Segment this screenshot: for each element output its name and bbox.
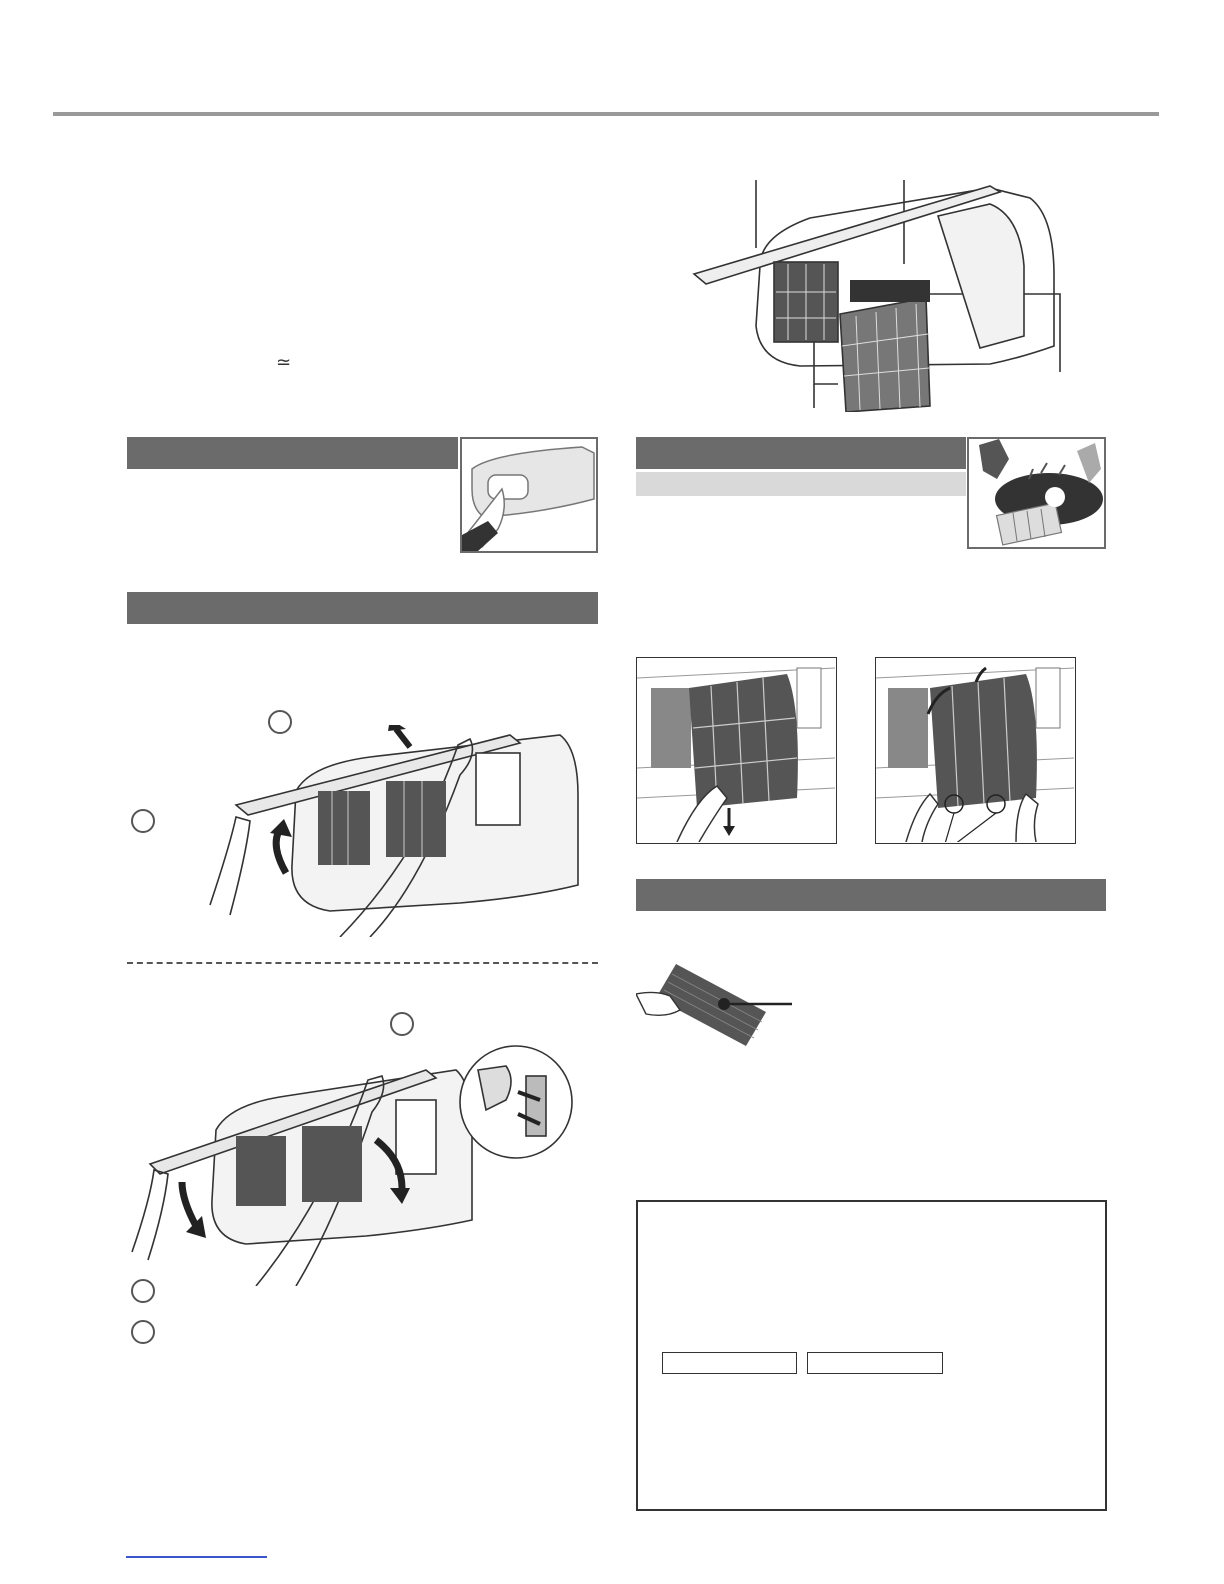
section-bar-filter <box>636 437 966 469</box>
footer-link-underline[interactable] <box>126 1556 267 1558</box>
note-box-field-1 <box>662 1352 797 1374</box>
insert-filter-illustration <box>876 658 1074 842</box>
wash-filter-icon-frame <box>967 437 1106 549</box>
wash-filter-icon <box>969 439 1104 547</box>
wipe-unit-icon-frame <box>460 437 598 553</box>
open-front-panel-illustration <box>200 725 592 937</box>
cleaning-cloth-illustration <box>636 960 796 1048</box>
wipe-unit-icon <box>462 439 596 551</box>
close-front-panel-illustration <box>126 1040 576 1286</box>
dashed-separator <box>127 962 598 964</box>
step-marker-b <box>131 809 155 833</box>
insert-filter-frame <box>875 657 1076 844</box>
section-subbar-filter <box>636 472 966 496</box>
section-bar-care <box>127 437 458 469</box>
approx-symbol: ≃ <box>276 352 292 373</box>
step-marker-c <box>390 1012 414 1036</box>
remove-filter-illustration <box>637 658 835 842</box>
step-marker-d <box>131 1279 155 1303</box>
section-bar-front-panel <box>127 592 598 624</box>
note-box-field-2 <box>807 1352 943 1374</box>
ac-unit-parts-illustration <box>690 176 1080 412</box>
section-bar-cleaning <box>636 879 1106 911</box>
remove-filter-frame <box>636 657 837 844</box>
header-rule <box>53 112 1159 116</box>
step-marker-e <box>131 1320 155 1344</box>
